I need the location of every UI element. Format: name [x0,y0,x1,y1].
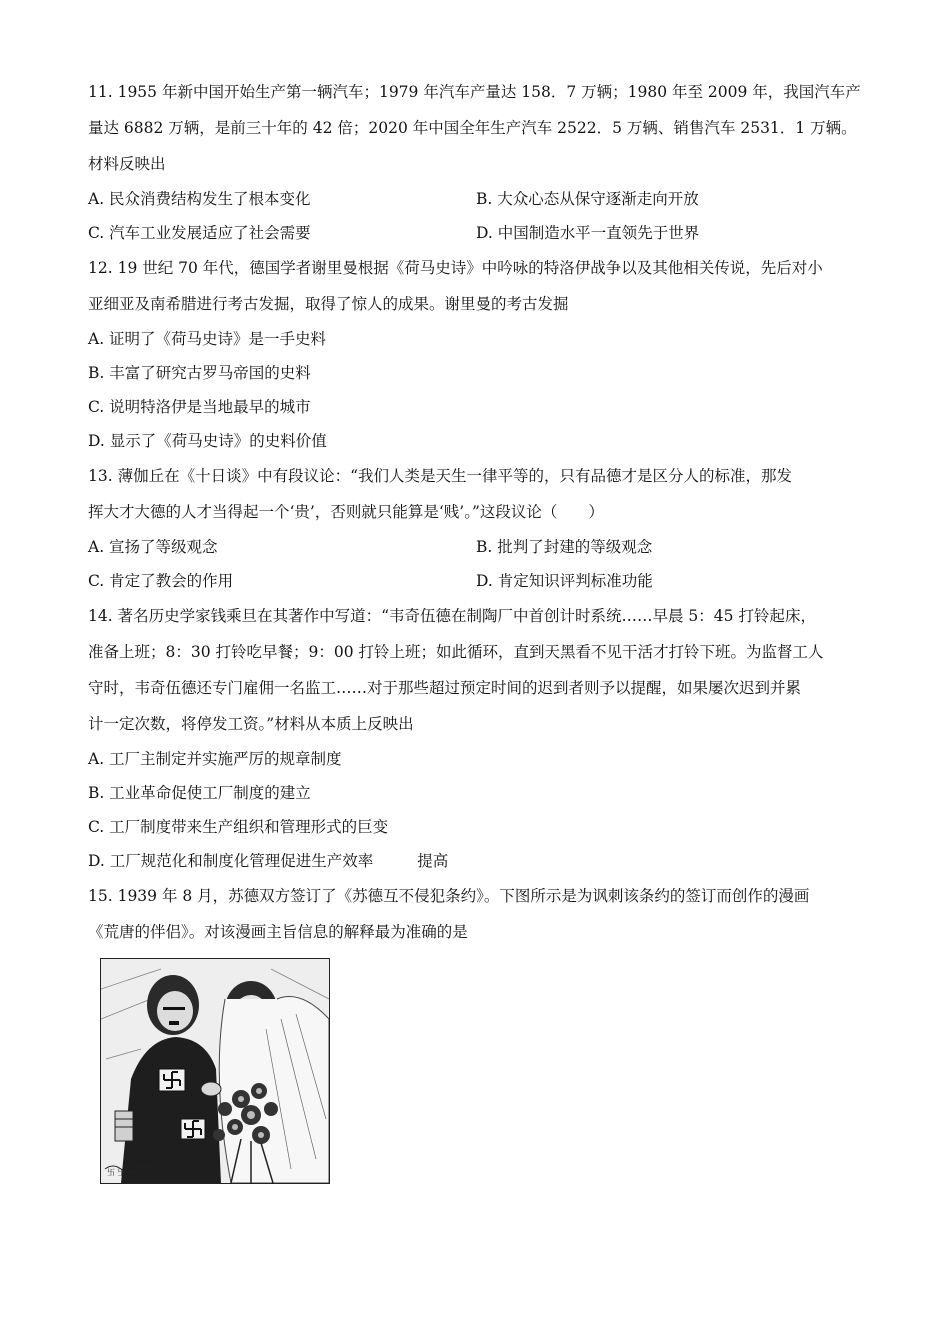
question-text-line: 《荒唐的伴侣》。对该漫画主旨信息的解释最为准确的是 [88,923,468,941]
cartoon-illustration [101,959,329,1183]
question-text-line: 计一定次数，将停发工资。”材料从本质上反映出 [88,715,414,733]
option-a[interactable]: A. 工厂主制定并实施严厉的规章制度 [88,750,342,768]
option-b[interactable]: B. 批判了封建的等级观念 [476,538,653,556]
option-b[interactable]: B. 工业革命促使工厂制度的建立 [88,784,311,802]
question-text-line: 守时，韦奇伍德还专门雇佣一名监工……对于那些超过预定时间的迟到者则予以提醒，如果屡次迟到并累 [88,679,802,697]
option-d[interactable]: D. 显示了《荷马史诗》的史料价值 [88,432,327,450]
option-d-text: D. 工厂规范化和制度化管理促进生产效率 [88,852,374,870]
question-text-line: 13. 薄伽丘在《十日谈》中有段议论：“我们人类是天生一律平等的，只有品德才是区分人的标准，那发 [88,467,793,485]
option-c[interactable]: C. 肯定了教会的作用 [88,572,234,590]
exam-page [88,74,868,1184]
option-a[interactable]: A. 证明了《荷马史诗》是一手史料 [88,330,327,348]
question-text-line: 11. 1955 年新中国开始生产第一辆汽车；1979 年汽车产量达 158．7 万辆；1980 年至 2009 年，我国汽车产 [88,83,861,101]
option-a[interactable]: A. 民众消费结构发生了根本变化 [88,190,311,208]
option-b[interactable]: B. 大众心态从保守逐渐走向开放 [476,190,699,208]
option-b[interactable]: B. 丰富了研究古罗马帝国的史料 [88,364,311,382]
question-text-line: 材料反映出 [88,155,166,173]
svg-text:卐 卐: 卐 卐 [107,1168,126,1177]
question-text-line: 准备上班；8：30 打铃吃早餐；9：00 打铃上班；如此循环，直到天黑看不见干活才打铃下班。为监督工人 [88,643,824,661]
question-12 [88,250,868,458]
option-c[interactable]: C. 汽车工业发展适应了社会需要 [88,224,311,242]
option-d[interactable]: D. 肯定知识评判标准功能 [476,572,653,590]
option-c[interactable]: C. 工厂制度带来生产组织和管理形式的巨变 [88,818,389,836]
question-text-line: 14. 著名历史学家钱乘旦在其著作中写道：“韦奇伍德在制陶厂中首创计时系统……早晨 5：45 打铃起床， [88,607,816,625]
question-text-line: 亚细亚及南希腊进行考古发掘，取得了惊人的成果。谢里曼的考古发掘 [88,295,569,313]
question-15 [88,878,868,1184]
question-text-line: 12. 19 世纪 70 年代，德国学者谢里曼根据《荷马史诗》中吟咏的特洛伊战争以及其他相关传说，先后对小 [88,259,823,277]
option-d[interactable]: D. 中国制造水平一直领先于世界 [476,224,700,242]
question-13 [88,458,868,598]
question-text-line: 量达 6882 万辆，是前三十年的 42 倍；2020 年中国全年生产汽车 2522．5 万辆、销售汽车 2531．1 万辆。 [88,119,857,137]
option-c[interactable]: C. 说明特洛伊是当地最早的城市 [88,398,311,416]
cartoon-image [100,958,330,1184]
question-text-line: 15. 1939 年 8 月，苏德双方签订了《苏德互不侵犯条约》。下图所示是为讽刺该条约的签订而创作的漫画 [88,887,810,905]
question-text-line: 挥大才大德的人才当得起一个‘贵’，否则就只能算是‘贱’。”这段议论（ ） [88,503,604,521]
question-14 [88,598,868,878]
option-a[interactable]: A. 宣扬了等级观念 [88,538,218,556]
option-d[interactable] [88,844,868,878]
option-d-tail: 提高 [417,852,449,870]
question-11 [88,74,868,250]
